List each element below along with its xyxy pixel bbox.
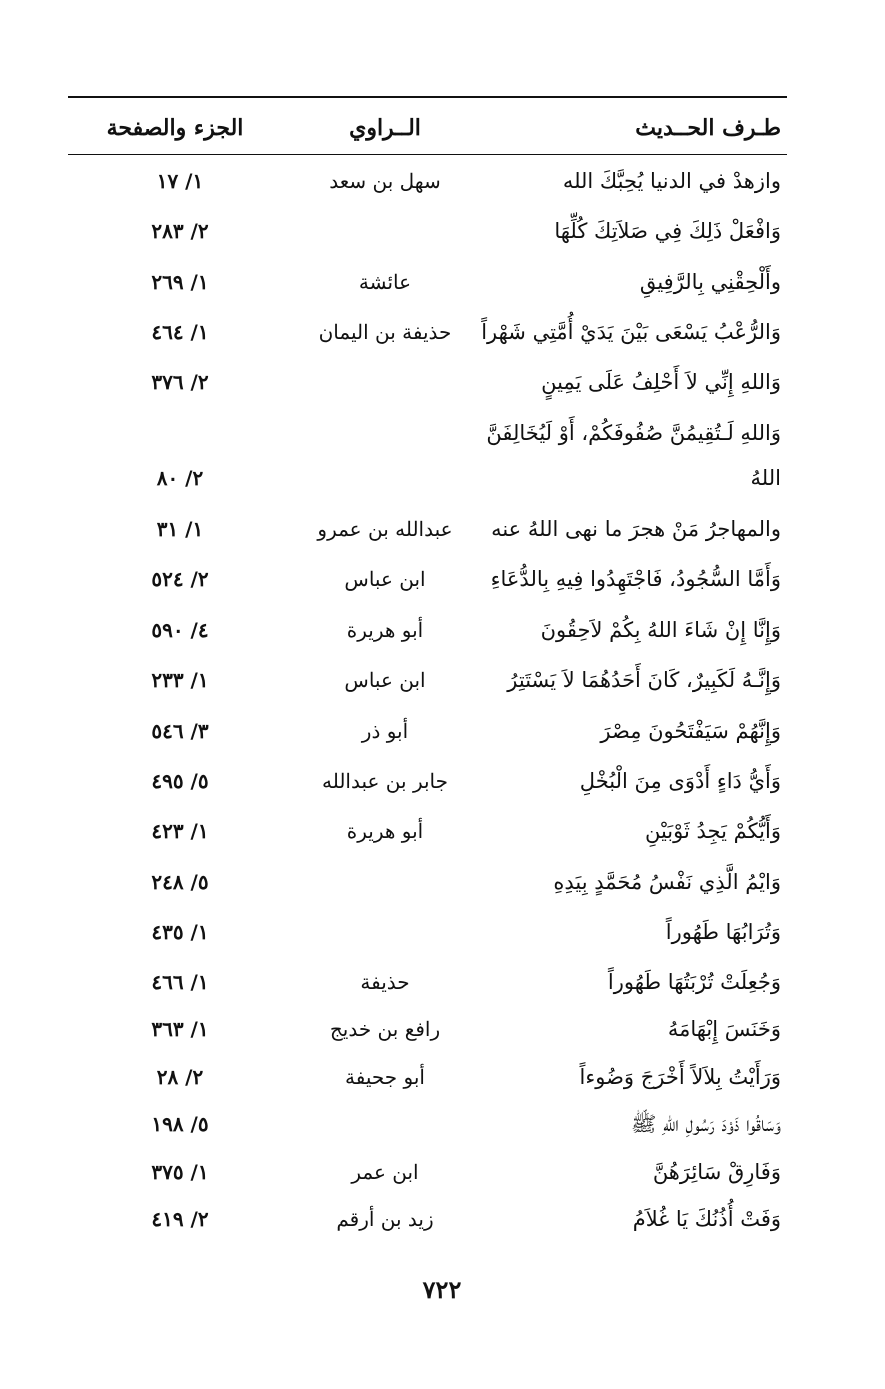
volume-page-ref: ٢/ ٤١٩	[151, 1207, 209, 1231]
hadith-text: وَأَيُّكُمْ يَجِدُ ثَوْبَيْنِ	[644, 819, 781, 843]
volume-page-ref: ١/ ٤٣٥	[151, 920, 209, 944]
table-row	[0, 158, 885, 206]
narrator-name: رافع بن خديج	[329, 1017, 441, 1041]
hadith-text: وَاللهِ لَـتُقِيمُنَّ صُفُوفَكُمْ، أَوْ لَيُخَالِفَنَّ	[486, 421, 781, 445]
table-row	[0, 909, 885, 957]
volume-page-ref: ٢/ ٥٢٤	[151, 567, 209, 591]
table-row	[0, 506, 885, 554]
narrator-name: ابن عباس	[344, 567, 426, 591]
table-row	[0, 455, 885, 503]
volume-page-ref: ٢/ ٣٧٦	[151, 370, 209, 394]
narrator-name: جابر بن عبدالله	[321, 769, 449, 793]
hadith-text: وَفَتْ أُذُنُكَ يَا غُلاَمُ	[632, 1207, 781, 1231]
narrator-name: عائشة	[358, 270, 412, 294]
volume-page-ref: ١/ ٢٣٣	[151, 668, 209, 692]
table-row	[0, 758, 885, 806]
page-number: ٧٢٢	[422, 1275, 462, 1304]
hadith-text: وَإِنَّهُمْ سَيَفْتَحُونَ مِصْرَ	[600, 719, 781, 743]
volume-page-ref: ١/ ٣٦٣	[151, 1017, 209, 1041]
table-row	[0, 657, 885, 705]
hadith-text: وَايْمُ الَّذِي نَفْسُ مُحَمَّدٍ بِيَدِهِ	[553, 870, 781, 894]
hadith-text: وَالرُّعْبُ يَسْعَى بَيْنَ يَدَيْ أُمَّتِي شَهْراً	[481, 320, 781, 344]
table-row	[0, 309, 885, 357]
header-narrator: الــراوي	[349, 115, 421, 141]
narrator-name: ابن عمر	[351, 1160, 419, 1184]
narrator-name: أبو ذر	[361, 719, 409, 743]
hadith-text: وَرَأَيْتُ بِلاَلاً أَخْرَجَ وَضُوءاً	[579, 1065, 781, 1089]
volume-page-ref: ١/ ١٧	[156, 169, 204, 193]
hadith-text: وَاللهِ إِنِّي لاَ أَحْلِفُ عَلَى يَمِينٍ	[541, 370, 781, 394]
volume-page-ref: ٥/ ١٩٨	[151, 1112, 209, 1136]
volume-page-ref: ١/ ٤٢٣	[151, 819, 209, 843]
table-row	[0, 1149, 885, 1197]
table-row	[0, 1054, 885, 1102]
narrator-name: أبو هريرة	[346, 819, 424, 843]
table-row	[0, 1006, 885, 1054]
hadith-text: وأَلْحِقْنِي بِالرَّفِيقِ	[639, 270, 781, 294]
volume-page-ref: ١/ ٤٦٤	[151, 320, 209, 344]
table-row	[0, 607, 885, 655]
hadith-text: وَفَارِقْ سَائِرَهُنَّ	[652, 1160, 781, 1184]
narrator-name: عبدالله بن عمرو	[317, 517, 453, 541]
hadith-text: وَأَيُّ دَاءٍ أَدْوَى مِنَ الْبُخْلِ	[579, 769, 781, 793]
table-row	[0, 208, 885, 256]
volume-page-ref: ١/ ٣١	[156, 517, 204, 541]
narrator-name: ابن عباس	[344, 668, 426, 692]
hadith-text: وَتُرَابُهَا طَهُوراً	[665, 920, 781, 944]
table-row	[0, 808, 885, 856]
table-row	[0, 708, 885, 756]
hadith-text: وَإِنَّا إِنْ شَاءَ اللهُ بِكُمْ لاَحِقُونَ	[540, 618, 781, 642]
narrator-name: أبو جحيفة	[345, 1065, 425, 1089]
hadith-text: اللهُ	[750, 466, 781, 490]
narrator-name: حذيفة بن اليمان	[318, 320, 452, 344]
hadith-text: وَسَاقُوا ذَوْدَ رَسُولِ اللهِ ﷺ	[631, 1112, 781, 1136]
volume-page-ref: ٢/ ٢٨	[156, 1065, 204, 1089]
volume-page-ref: ١/ ٣٧٥	[151, 1160, 209, 1184]
table-row	[0, 556, 885, 604]
table-row	[0, 259, 885, 307]
top-rule	[68, 96, 787, 98]
table-row	[0, 1101, 885, 1149]
hadith-text: وازهدْ في الدنيا يُحِبَّكَ الله	[562, 169, 781, 193]
volume-page-ref: ٥/ ٤٩٥	[151, 769, 209, 793]
hadith-text: وَجُعِلَتْ تُرْبَتُهَا طَهُوراً	[607, 970, 781, 994]
table-row	[0, 410, 885, 458]
volume-page-ref: ١/ ٢٦٩	[151, 270, 209, 294]
hadith-text: وَافْعَلْ ذَلِكَ فِي صَلاَتِكَ كُلِّهَا	[554, 219, 781, 243]
hadith-text: وَخَنَسَ إِبْهَامَهُ	[667, 1017, 781, 1041]
volume-page-ref: ٣/ ٥٤٦	[151, 719, 209, 743]
table-row	[0, 959, 885, 1007]
volume-page-ref: ٢/ ٨٠	[156, 466, 204, 490]
hadith-text: وَإِنَّـهُ لَكَبِيرٌ، كَانَ أَحَدُهُمَا لاَ يَسْتَتِرُ	[507, 668, 781, 692]
volume-page-ref: ٥/ ٢٤٨	[151, 870, 209, 894]
volume-page-ref: ٤/ ٥٩٠	[151, 618, 209, 642]
volume-page-ref: ٢/ ٢٨٣	[151, 219, 209, 243]
table-row	[0, 1196, 885, 1244]
hadith-text: وَأَمَّا السُّجُودُ، فَاجْتَهِدُوا فِيهِ بِالدُّعَاءِ	[490, 567, 781, 591]
table-row	[0, 859, 885, 907]
volume-page-ref: ١/ ٤٦٦	[151, 970, 209, 994]
header-rule	[68, 154, 787, 155]
header-hadith: طـرف الحــديث	[635, 115, 781, 141]
narrator-name: أبو هريرة	[346, 618, 424, 642]
table-row	[0, 359, 885, 407]
narrator-name: سهل بن سعد	[329, 169, 441, 193]
narrator-name: حذيفة	[360, 970, 410, 994]
narrator-name: زيد بن أرقم	[336, 1207, 434, 1231]
header-reference: الجزء والصفحة	[106, 115, 244, 141]
hadith-text: والمهاجرُ مَنْ هجرَ ما نهى اللهُ عنه	[491, 517, 781, 541]
